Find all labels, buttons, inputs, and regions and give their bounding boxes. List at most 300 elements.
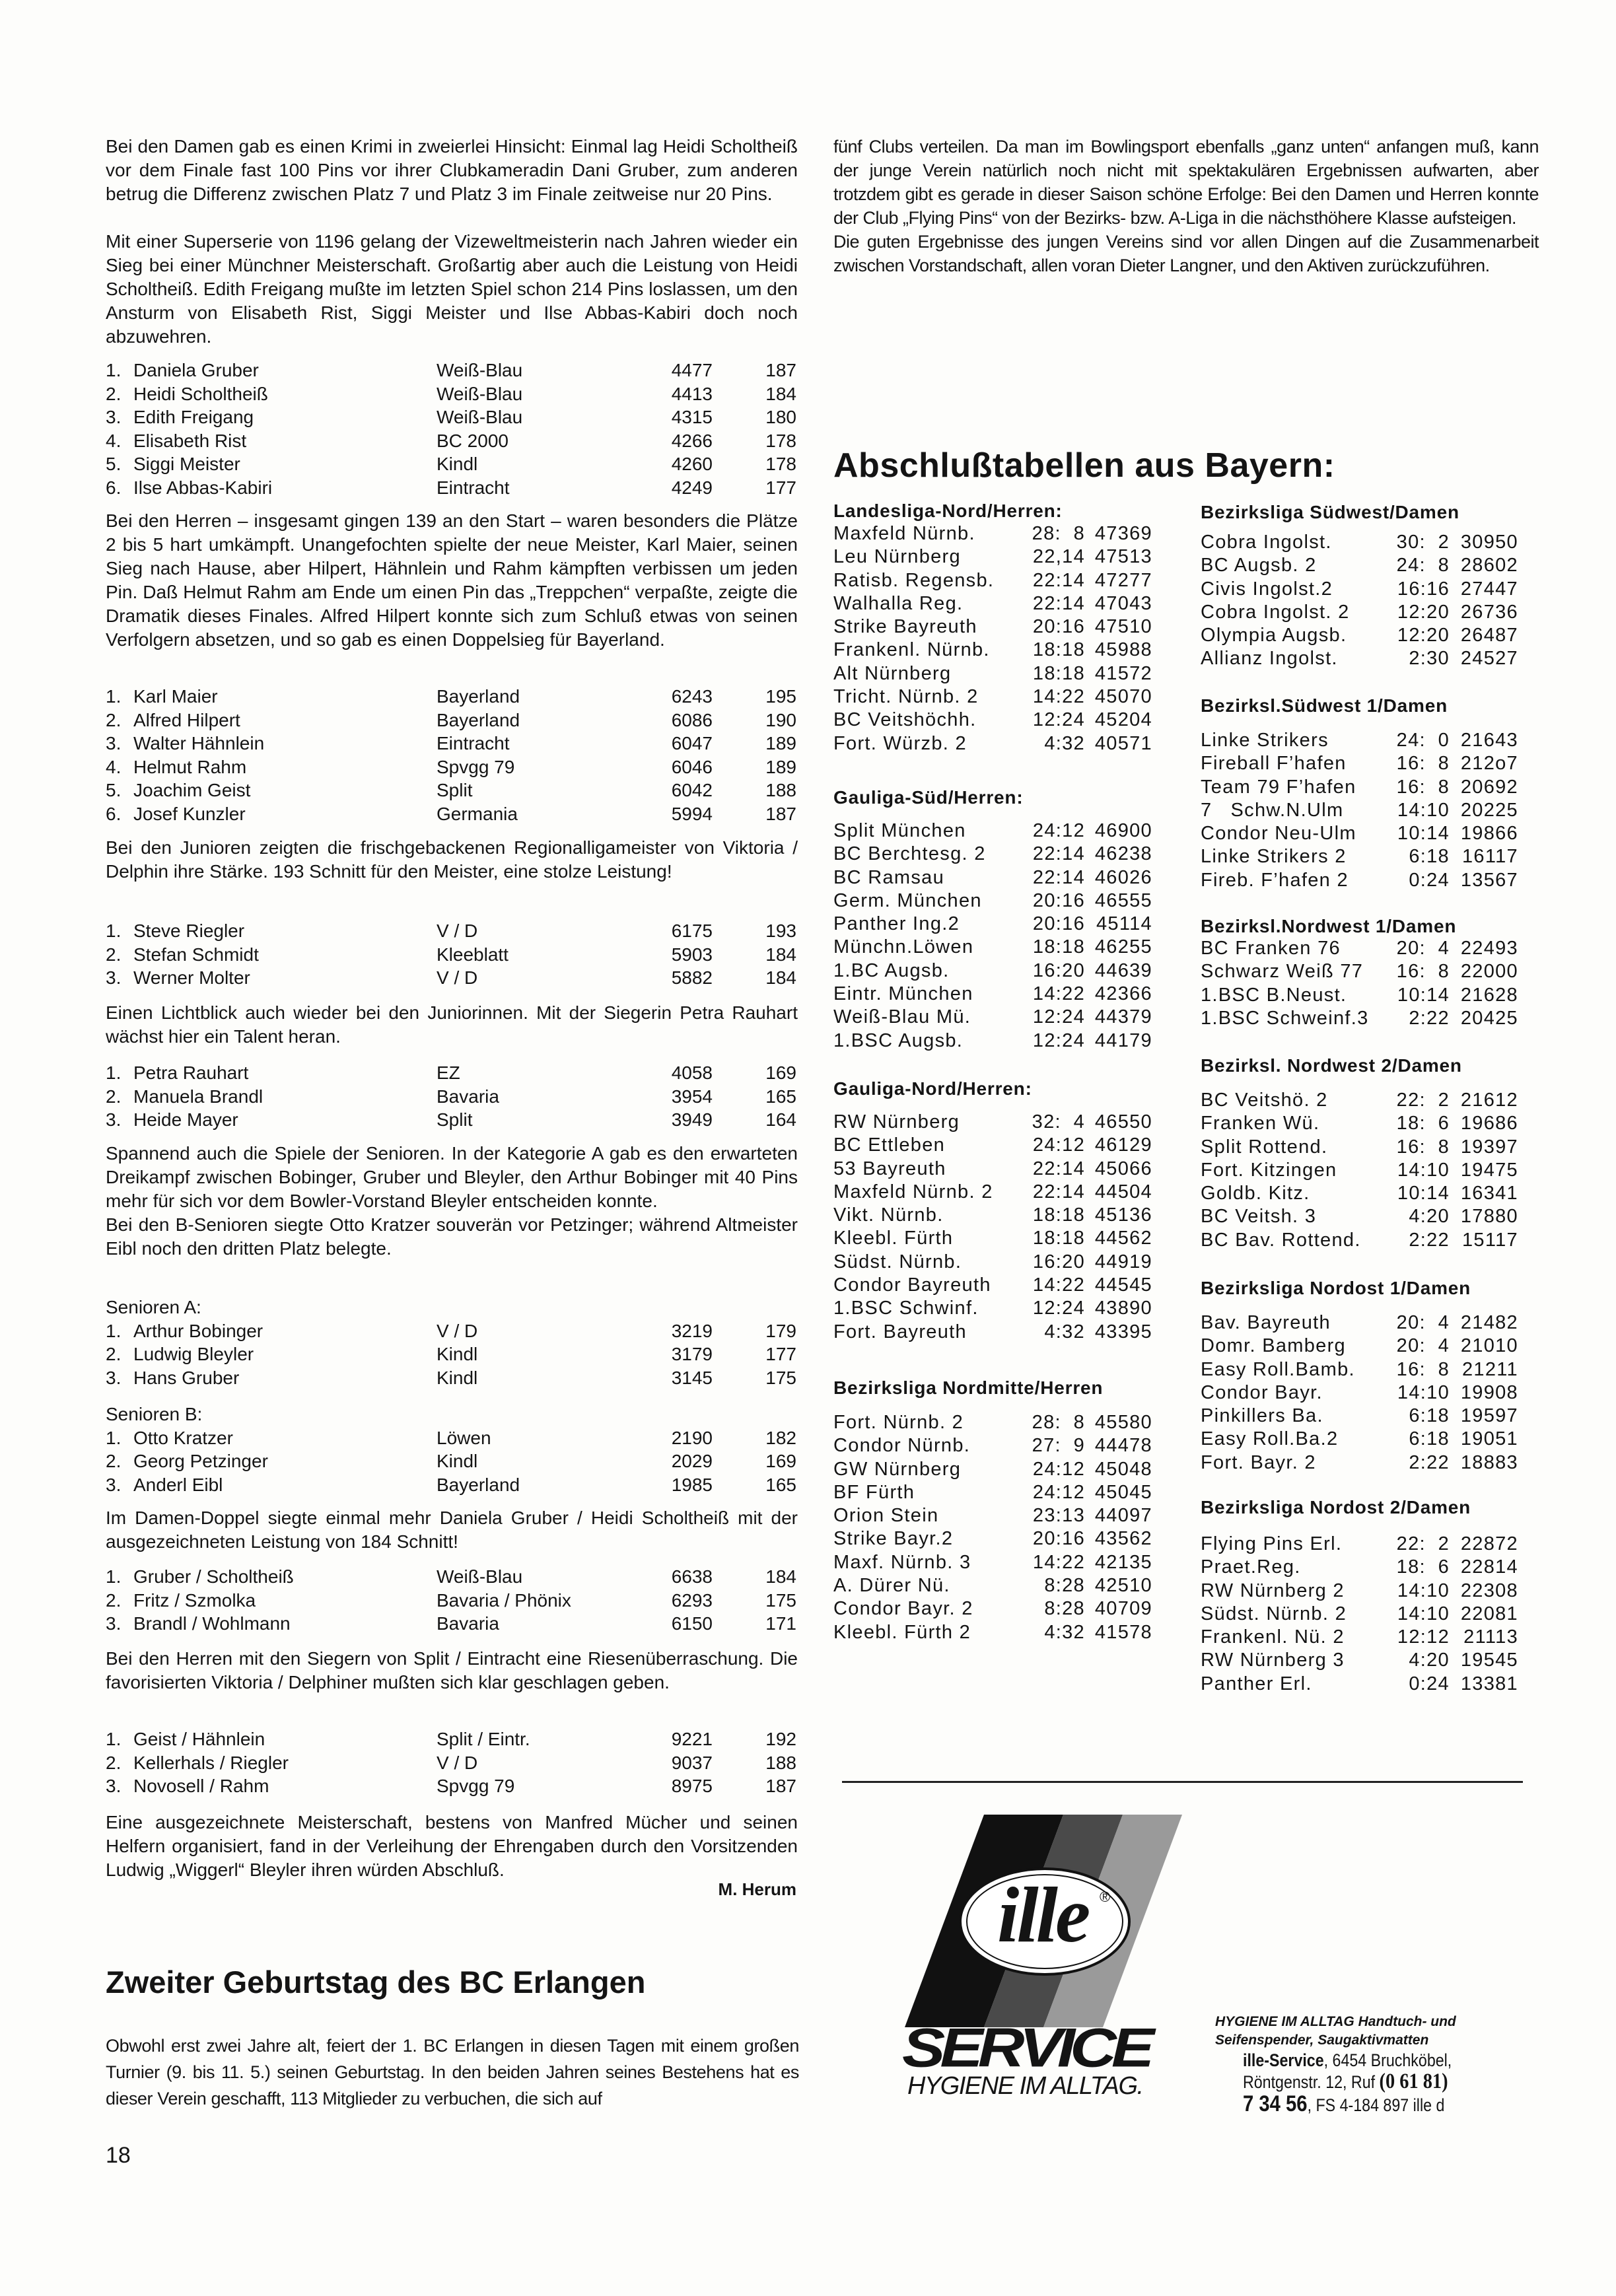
results-row xyxy=(106,1061,796,1085)
points-score: 12:24 xyxy=(1032,1298,1085,1319)
rank: 1. xyxy=(106,921,122,941)
total-pins: 46129 xyxy=(1094,1134,1152,1156)
team-name: Linke Strikers xyxy=(1201,730,1329,751)
total-pins: 44639 xyxy=(1094,959,1152,981)
average: 182 xyxy=(765,1427,796,1448)
points-score: 12:24 xyxy=(1032,709,1085,731)
results-row xyxy=(106,476,796,500)
points-score: 2:22 xyxy=(1409,1229,1450,1251)
average: 169 xyxy=(765,1062,796,1083)
average: 171 xyxy=(765,1613,796,1634)
points-score: 14:10 xyxy=(1397,1603,1450,1624)
total-pins: 13567 xyxy=(1460,869,1518,891)
ad-phone: 7 34 56 xyxy=(1243,2091,1308,2116)
player-name: Gruber / Scholtheiß xyxy=(133,1566,294,1587)
points-score: 16:16 xyxy=(1397,578,1450,600)
total-pins: 44562 xyxy=(1094,1228,1152,1249)
league-table-row xyxy=(833,1551,1152,1574)
results-row xyxy=(106,1426,796,1450)
total-pins: 4249 xyxy=(671,477,713,498)
league-table-title: Landesliga-Nord/Herren: xyxy=(833,501,1063,521)
league-table-row xyxy=(833,1574,1152,1597)
club: Spvgg 79 xyxy=(437,756,515,777)
points-score: 20: 4 xyxy=(1396,1335,1450,1357)
total-pins: 4260 xyxy=(671,454,713,474)
league-table-row xyxy=(833,1481,1152,1504)
results-list xyxy=(106,1403,796,1496)
league-table-row xyxy=(1201,1405,1518,1428)
league-table xyxy=(833,819,1152,1053)
total-pins: 16117 xyxy=(1462,846,1518,868)
league-table-title: Bezirksl. Nordwest 2/Damen xyxy=(1201,1055,1462,1076)
player-name: Siggi Meister xyxy=(133,454,240,474)
rank: 1. xyxy=(106,1427,122,1448)
results-row xyxy=(106,779,796,802)
club: Weiß-Blau xyxy=(437,360,523,380)
total-pins: 19686 xyxy=(1460,1113,1518,1134)
divider-rule xyxy=(842,1781,1523,1783)
total-pins: 21113 xyxy=(1463,1626,1518,1648)
league-table-row xyxy=(833,1227,1152,1250)
points-score: 8:28 xyxy=(1044,1598,1085,1620)
average: 192 xyxy=(765,1729,796,1749)
article-author: M. Herum xyxy=(718,1879,796,1899)
team-name: GW Nürnberg xyxy=(833,1458,962,1480)
total-pins: 45136 xyxy=(1094,1204,1152,1226)
results-row xyxy=(106,1473,796,1497)
results-row xyxy=(106,732,796,755)
player-name: Manuela Brandl xyxy=(133,1086,263,1107)
average: 187 xyxy=(765,1776,796,1796)
points-score: 22:14 xyxy=(1032,1181,1085,1202)
team-name: BF Fürth xyxy=(833,1481,915,1503)
total-pins: 40571 xyxy=(1094,732,1152,754)
team-name: Maxf. Nürnb. 3 xyxy=(833,1551,971,1573)
total-pins: 21628 xyxy=(1460,984,1518,1006)
team-name: Münchn.Löwen xyxy=(833,936,974,958)
team-name: A. Dürer Nü. xyxy=(833,1575,950,1597)
rank: 1. xyxy=(106,1320,122,1341)
league-table-row xyxy=(833,983,1152,1006)
points-score: 18: 6 xyxy=(1396,1113,1450,1134)
player-name: Kellerhals / Riegler xyxy=(133,1752,289,1773)
total-pins: 6047 xyxy=(671,733,713,753)
player-name: Novosell / Rahm xyxy=(133,1776,269,1796)
ad-products-1: Handtuch- und xyxy=(1358,2014,1456,2029)
total-pins: 46255 xyxy=(1094,936,1152,958)
points-score: 6:18 xyxy=(1409,1428,1450,1450)
points-score: 12:12 xyxy=(1397,1626,1450,1648)
team-name: Condor Bayr. 2 xyxy=(833,1598,973,1620)
league-table-row xyxy=(833,1527,1152,1550)
league-table-row xyxy=(1201,822,1518,845)
player-name: Arthur Bobinger xyxy=(133,1320,263,1341)
player-name: Werner Molter xyxy=(133,967,250,988)
points-score: 20:16 xyxy=(1032,889,1085,911)
total-pins: 22814 xyxy=(1460,1556,1518,1578)
player-name: Hans Gruber xyxy=(133,1367,240,1388)
club: Kindl xyxy=(437,1451,478,1471)
points-score: 22:14 xyxy=(1032,569,1085,591)
ad-city: , 6454 Bruchköbel, xyxy=(1323,2050,1452,2070)
results-row xyxy=(106,429,796,453)
total-pins: 46238 xyxy=(1094,843,1152,865)
league-table-row xyxy=(833,1181,1152,1204)
club: V / D xyxy=(437,967,478,988)
results-row xyxy=(106,1565,796,1589)
article-paragraph: Mit einer Superserie von 1196 gelang der Vizeweltmeisterin nach Jahren wieder ein Sieg bei einer Münchner Meisterschaft. Großartig aber auch die Leistung von Heidi Scholtheiß. Edith Freigang mußte im letzten Spiel schon 214 Pins loslassen, um den Ansturm von Elisabeth Rist, Siggi Meister und Ilse Abbas-Kabiri doch noch abzuwehren. xyxy=(106,231,798,347)
points-score: 16:20 xyxy=(1032,959,1085,981)
league-table-row xyxy=(1201,1089,1518,1112)
team-name: Orion Stein xyxy=(833,1505,939,1527)
league-table-row xyxy=(1201,869,1518,892)
average: 190 xyxy=(765,709,796,730)
team-name: Flying Pins Erl. xyxy=(1201,1533,1343,1554)
club: Bavaria xyxy=(437,1086,499,1107)
ad-street: Röntgenstr. 12, Ruf xyxy=(1243,2072,1380,2092)
team-name: Vikt. Nürnb. xyxy=(833,1204,944,1226)
team-name: RW Nürnberg 2 xyxy=(1201,1580,1345,1601)
league-table-row xyxy=(833,1251,1152,1274)
points-score: 20:16 xyxy=(1032,913,1085,935)
total-pins: 27447 xyxy=(1460,578,1518,600)
league-table-row xyxy=(833,1029,1152,1053)
results-row xyxy=(106,452,796,476)
points-score: 18:18 xyxy=(1032,662,1085,684)
ad-company-name: ille-Service xyxy=(1243,2050,1324,2070)
total-pins: 30950 xyxy=(1460,532,1518,553)
club: Bavaria / Phönix xyxy=(437,1589,571,1611)
points-score: 22:14 xyxy=(1032,592,1085,614)
total-pins: 18883 xyxy=(1460,1451,1518,1473)
results-row xyxy=(106,1449,796,1473)
league-table-row xyxy=(1201,1428,1518,1451)
results-list xyxy=(106,1061,796,1132)
league-table-row xyxy=(1201,1335,1518,1358)
article-paragraph: Eine ausgezeichnete Meisterschaft, bestens von Manfred Mücher und seinen Helfern organisiert, fand in der Verleihung der Ehrengaben durch den Vorsitzenden Ludwig „Wiggerl“ Bleyler ihren würden Abschluß. xyxy=(106,1812,798,1880)
article-paragraph: Einen Lichtblick auch wieder bei den Juniorinnen. Mit der Siegerin Petra Rauhart wächst hier ein Talent heran. xyxy=(106,1002,798,1047)
rank: 3. xyxy=(106,1613,122,1634)
player-name: Brandl / Wohlmann xyxy=(133,1613,291,1634)
average: 193 xyxy=(765,921,796,941)
results-row xyxy=(106,802,796,826)
team-name: 1.BSC Schweinf.3 xyxy=(1201,1007,1369,1029)
rank: 2. xyxy=(106,1344,122,1364)
league-table-row xyxy=(1201,601,1518,624)
team-name: Frankenl. Nürnb. xyxy=(833,639,990,661)
player-name: Heidi Scholtheiß xyxy=(133,383,268,404)
total-pins: 44545 xyxy=(1094,1274,1152,1296)
club: Split xyxy=(437,780,473,800)
club: Bayerland xyxy=(437,1474,520,1495)
points-score: 14:22 xyxy=(1032,1274,1085,1296)
league-table-row xyxy=(833,1321,1152,1344)
team-name: Allianz Ingolst. xyxy=(1201,648,1338,670)
total-pins: 16341 xyxy=(1460,1183,1518,1204)
team-name: RW Nürnberg xyxy=(833,1111,960,1132)
team-name: Linke Strikers 2 xyxy=(1201,846,1347,868)
results-row xyxy=(106,1342,796,1366)
league-table-row xyxy=(1201,1626,1518,1649)
average: 165 xyxy=(765,1474,796,1495)
team-name: BC Veitshö. 2 xyxy=(1201,1090,1328,1111)
total-pins: 8975 xyxy=(671,1776,713,1796)
rank: 3. xyxy=(106,1109,122,1130)
club: Eintracht xyxy=(437,733,510,753)
total-pins: 5882 xyxy=(671,967,713,988)
total-pins: 4058 xyxy=(671,1062,713,1083)
league-table-row xyxy=(833,1006,1152,1029)
results-list xyxy=(106,685,796,825)
rank: 5. xyxy=(106,780,122,800)
total-pins: 21211 xyxy=(1462,1358,1518,1380)
results-row xyxy=(106,359,796,382)
total-pins: 24527 xyxy=(1460,648,1518,670)
average: 179 xyxy=(765,1320,796,1341)
team-name: BC Ramsau xyxy=(833,866,945,888)
results-row xyxy=(106,919,796,943)
total-pins: 46550 xyxy=(1094,1111,1152,1132)
results-list xyxy=(106,1296,796,1389)
league-table-row xyxy=(833,843,1152,866)
league-table-row xyxy=(1201,1205,1518,1228)
rank: 3. xyxy=(106,407,122,427)
rank: 5. xyxy=(106,454,122,474)
points-score: 22:14 xyxy=(1032,1158,1085,1179)
points-score: 18:18 xyxy=(1032,1228,1085,1249)
league-table-title: Gauliga-Nord/Herren: xyxy=(833,1078,1032,1099)
rank: 4. xyxy=(106,756,122,777)
rank: 1. xyxy=(106,360,122,380)
player-name: Georg Petzinger xyxy=(133,1451,268,1471)
total-pins: 47510 xyxy=(1094,616,1152,638)
team-name: Cobra Ingolst. xyxy=(1201,532,1332,553)
team-name: Goldb. Kitz. xyxy=(1201,1183,1310,1204)
club: Eintracht xyxy=(437,477,510,498)
player-name: Heide Mayer xyxy=(133,1109,238,1130)
team-name: Weiß-Blau Mü. xyxy=(833,1006,971,1028)
player-name: Ludwig Bleyler xyxy=(133,1344,254,1364)
total-pins: 20425 xyxy=(1460,1007,1518,1029)
points-score: 12:24 xyxy=(1032,1029,1085,1051)
average: 180 xyxy=(765,407,796,427)
points-score: 22:14 xyxy=(1032,843,1085,865)
team-name: Panther Ing.2 xyxy=(833,913,960,935)
club: Weiß-Blau xyxy=(437,383,523,404)
club: Weiß-Blau xyxy=(437,1566,523,1587)
results-list xyxy=(106,919,796,990)
points-score: 16: 8 xyxy=(1396,776,1450,798)
total-pins: 6086 xyxy=(671,709,713,730)
birthday-article-title: Zweiter Geburtstag des BC Erlangen xyxy=(106,1965,646,2000)
league-table-row xyxy=(833,1597,1152,1620)
league-table-row xyxy=(833,913,1152,936)
player-name: Elisabeth Rist xyxy=(133,430,247,451)
total-pins: 4315 xyxy=(671,407,713,427)
team-name: Condor Nürnb. xyxy=(833,1435,971,1457)
points-score: 18:18 xyxy=(1032,639,1085,661)
points-score: 16: 8 xyxy=(1396,1136,1450,1158)
results-row xyxy=(106,1085,796,1109)
league-table-row xyxy=(833,685,1152,709)
club: Bavaria xyxy=(437,1613,499,1634)
league-table-row xyxy=(1201,578,1518,601)
points-score: 2:22 xyxy=(1409,1451,1450,1473)
league-table-title: Bezirksliga Nordmitte/Herren xyxy=(833,1377,1104,1398)
club: V / D xyxy=(437,1320,478,1341)
total-pins: 45114 xyxy=(1096,913,1152,935)
player-name: Walter Hähnlein xyxy=(133,733,265,753)
league-table-row xyxy=(833,709,1152,732)
league-table-title: Bezirksl.Nordwest 1/Damen xyxy=(1201,916,1457,936)
league-table-row xyxy=(1201,752,1518,775)
ad-slogan: HYGIENE IM ALLTAG. xyxy=(907,2072,1143,2100)
total-pins: 3949 xyxy=(671,1109,713,1130)
player-name: Daniela Gruber xyxy=(133,360,259,380)
team-name: Fireball F’hafen xyxy=(1201,753,1347,775)
points-score: 2:30 xyxy=(1409,648,1450,670)
points-score: 22:14 xyxy=(1032,866,1085,888)
average: 177 xyxy=(765,477,796,498)
player-name: Edith Freigang xyxy=(133,407,254,427)
total-pins: 26736 xyxy=(1460,601,1518,623)
team-name: Eintr. München xyxy=(833,983,973,1005)
total-pins: 19051 xyxy=(1460,1428,1518,1450)
total-pins: 13381 xyxy=(1460,1673,1518,1694)
points-score: 2:22 xyxy=(1409,1007,1450,1029)
league-table-row xyxy=(833,1297,1152,1320)
league-table-row xyxy=(833,592,1152,615)
league-table-row xyxy=(1201,1603,1518,1626)
team-name: 1.BSC Augsb. xyxy=(833,1029,964,1051)
club: Kindl xyxy=(437,1344,478,1364)
team-name: 1.BSC Schwinf. xyxy=(833,1298,979,1319)
league-table-row xyxy=(1201,1580,1518,1603)
team-name: BC Augsb. 2 xyxy=(1201,555,1317,576)
total-pins: 45988 xyxy=(1094,639,1152,661)
total-pins: 19475 xyxy=(1460,1159,1518,1181)
total-pins: 9037 xyxy=(671,1752,713,1773)
total-pins: 22000 xyxy=(1460,961,1518,983)
team-name: Kleebl. Fürth 2 xyxy=(833,1621,971,1643)
points-score: 24:12 xyxy=(1032,1481,1085,1503)
average: 195 xyxy=(765,686,796,707)
league-table-row xyxy=(833,1621,1152,1644)
team-name: BC Ettleben xyxy=(833,1134,946,1156)
points-score: 16:20 xyxy=(1032,1251,1085,1272)
page-number: 18 xyxy=(106,2143,131,2168)
league-table-title: Bezirksliga Nordost 1/Damen xyxy=(1201,1278,1471,1298)
league-table-title: Bezirksl.Südwest 1/Damen xyxy=(1201,695,1448,716)
total-pins: 21482 xyxy=(1460,1312,1518,1333)
team-name: 1.BSC B.Neust. xyxy=(1201,984,1347,1006)
average: 165 xyxy=(765,1086,796,1107)
team-name: Fort. Kitzingen xyxy=(1201,1159,1337,1181)
total-pins: 22081 xyxy=(1460,1603,1518,1624)
points-score: 22,14 xyxy=(1032,546,1085,568)
club: BC 2000 xyxy=(437,430,509,451)
total-pins: 47369 xyxy=(1094,523,1152,544)
points-score: 30: 2 xyxy=(1396,532,1450,553)
total-pins: 43562 xyxy=(1094,1528,1152,1550)
average: 164 xyxy=(765,1109,796,1130)
league-table-row xyxy=(833,545,1152,569)
player-name: Helmut Rahm xyxy=(133,756,247,777)
club: V / D xyxy=(437,921,478,941)
team-name: BC Franken 76 xyxy=(1201,938,1341,959)
total-pins: 4266 xyxy=(671,430,713,451)
total-pins: 42366 xyxy=(1094,983,1152,1005)
club: Kleeblatt xyxy=(437,944,509,965)
points-score: 10:14 xyxy=(1397,984,1450,1006)
team-name: 53 Bayreuth xyxy=(833,1158,946,1179)
rank: 3. xyxy=(106,1367,122,1388)
total-pins: 4413 xyxy=(671,383,713,404)
team-name: Südst. Nürnb. 2 xyxy=(1201,1603,1347,1624)
results-row xyxy=(106,405,796,429)
rank: 1. xyxy=(106,1729,122,1749)
league-table-row xyxy=(833,639,1152,662)
team-name: Civis Ingolst.2 xyxy=(1201,578,1333,600)
team-name: Fort. Bayreuth xyxy=(833,1321,967,1342)
points-score: 4:32 xyxy=(1044,1621,1085,1643)
results-row xyxy=(106,755,796,779)
team-name: Strike Bayr.2 xyxy=(833,1528,954,1550)
article-paragraph: Spannend auch die Spiele der Senioren. In der Kategorie A gab es den erwarteten Dreikampf zwischen Bobinger, Gruber und Bleyler, den Arthur Bobinger mit 40 Pins mehr für sich vor dem Bowler-Vorstand Bleyler entscheiden konnte. Bei den B-Senioren siegte Otto Kratzer souverän vor Petzinger; während Altmeister Eibl noch den dritten Platz belegte. xyxy=(106,1143,798,1259)
team-name: Tricht. Nürnb. 2 xyxy=(833,686,979,708)
player-name: Petra Rauhart xyxy=(133,1062,249,1083)
results-row xyxy=(106,1319,796,1343)
total-pins: 19545 xyxy=(1460,1650,1518,1671)
total-pins: 45045 xyxy=(1094,1481,1152,1503)
team-name: 1.BC Augsb. xyxy=(833,959,950,981)
average: 184 xyxy=(765,383,796,404)
player-name: Josef Kunzler xyxy=(133,803,246,824)
results-list xyxy=(106,1565,796,1636)
rank: 3. xyxy=(106,1474,122,1495)
team-name: Cobra Ingolst. 2 xyxy=(1201,601,1350,623)
rank: 2. xyxy=(106,1589,122,1611)
league-table-row xyxy=(833,936,1152,959)
total-pins: 6293 xyxy=(671,1589,713,1611)
service-brand-text: SERVICE xyxy=(902,2016,1150,2079)
total-pins: 3219 xyxy=(671,1320,713,1341)
registered-mark: ® xyxy=(1100,1889,1111,1905)
league-table-row xyxy=(1201,624,1518,647)
league-table-row xyxy=(833,1504,1152,1527)
league-table-row xyxy=(833,819,1152,843)
results-row xyxy=(106,966,796,990)
team-name: BC Veitsh. 3 xyxy=(1201,1206,1317,1228)
league-table-row xyxy=(1201,554,1518,577)
player-name: Joachim Geist xyxy=(133,780,251,800)
player-name: Otto Kratzer xyxy=(133,1427,233,1448)
rank: 3. xyxy=(106,733,122,753)
total-pins: 2190 xyxy=(671,1427,713,1448)
league-table-row xyxy=(1201,1556,1518,1579)
team-name: BC Veitshöchh. xyxy=(833,709,977,731)
league-table-row xyxy=(833,1411,1152,1434)
points-score: 28: 8 xyxy=(1032,523,1085,544)
club: Löwen xyxy=(437,1427,491,1448)
league-table-row xyxy=(833,615,1152,639)
ad-contact-text xyxy=(1215,2013,1493,2116)
team-name: Bav. Bayreuth xyxy=(1201,1312,1331,1333)
rank: 2. xyxy=(106,1086,122,1107)
league-table-row xyxy=(833,662,1152,685)
points-score: 18:18 xyxy=(1032,1204,1085,1226)
team-name: Easy Roll.Ba.2 xyxy=(1201,1428,1339,1450)
